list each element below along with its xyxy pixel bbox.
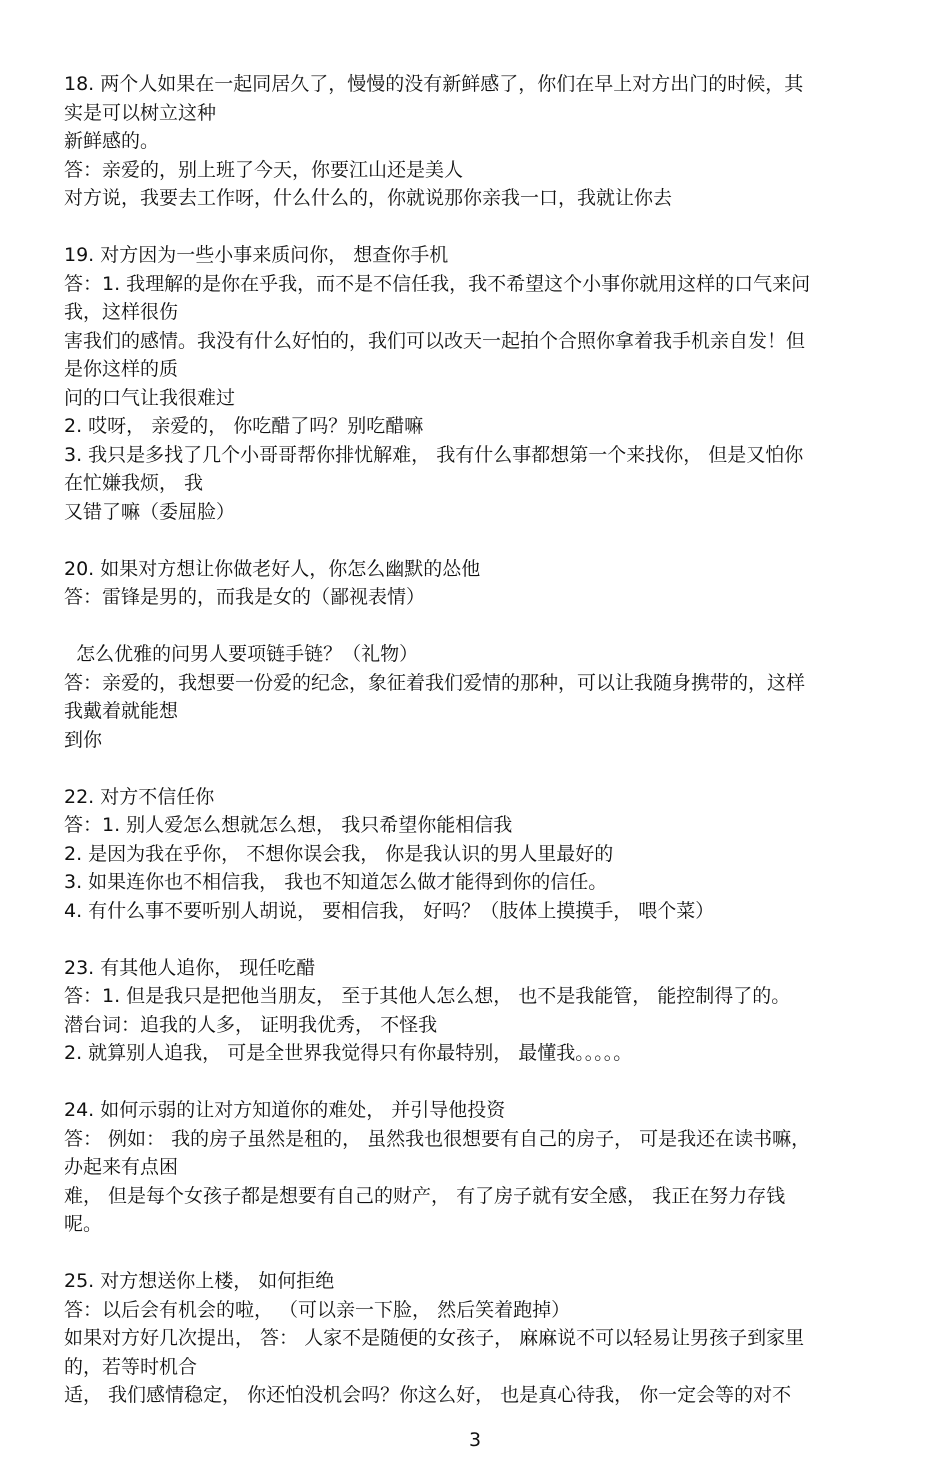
text-line: 新鲜感的。	[64, 130, 160, 152]
qa-section	[64, 70, 890, 213]
qa-section	[64, 555, 890, 612]
text-line: 难， 但是每个女孩子都是想要有自己的财产， 有了房子就有安全感， 我正在努力存钱	[64, 1184, 786, 1207]
text-line: 怎么优雅的问男人要项链手链？（礼物）	[64, 643, 419, 665]
text-line: 4. 有什么事不要听别人胡说， 要相信我， 好吗？（肢体上摸摸手， 喂个菜）	[64, 899, 715, 922]
text-line: 适， 我们感情稳定， 你还怕没机会吗？你这么好， 也是真心待我， 你一定会等的对不	[64, 1384, 792, 1406]
page-number: 3	[468, 1429, 482, 1451]
document-body	[64, 70, 890, 1410]
text-line: 22. 对方不信任你	[64, 785, 215, 808]
paragraph-gap	[64, 213, 890, 242]
text-line: 18. 两个人如果在一起同居久了，慢慢的没有新鲜感了，你们在早上对方出门的时候，其	[64, 73, 804, 95]
text-line: 3. 我只是多找了几个小哥哥帮你排忧解难， 我有什么事都想第一个来找你， 但是又怕你	[64, 443, 804, 466]
qa-section	[64, 241, 890, 526]
qa-section	[64, 640, 890, 754]
text-line: 2. 就算别人追我， 可是全世界我觉得只有你最特别， 最懂我。。。。。	[64, 1042, 633, 1064]
text-line: 是你这样的质	[64, 358, 179, 380]
text-line: 我戴着就能想	[64, 700, 179, 722]
text-line: 答：1. 但是我只是把他当朋友， 至于其他人怎么想， 也不是我能管， 能控制得了的。	[64, 985, 791, 1007]
text-line: 在忙嫌我烦， 我	[64, 472, 204, 494]
text-line: 对方说，我要去工作呀，什么什么的，你就说那你亲我一口，我就让你去	[64, 187, 673, 209]
text-line: 办起来有点困	[64, 1156, 179, 1178]
text-line: 24. 如何示弱的让对方知道你的难处， 并引导他投资	[64, 1099, 506, 1121]
text-line: 到你	[64, 728, 103, 751]
paragraph-gap	[64, 1239, 890, 1268]
paragraph-gap	[64, 612, 890, 641]
qa-section	[64, 954, 890, 1068]
paragraph-gap	[64, 754, 890, 783]
text-line: 害我们的感情。我没有什么好怕的，我们可以改天一起拍个合照你拿着我手机亲自发！但	[64, 329, 806, 352]
paragraph-gap	[64, 925, 890, 954]
text-line: 答：亲爱的，别上班了今天，你要江山还是美人	[64, 158, 464, 181]
text-line: 20. 如果对方想让你做老好人，你怎么幽默的怂他	[64, 557, 481, 580]
text-line: 答：以后会有机会的啦， （可以亲一下脸， 然后笑着跑掉）	[64, 1298, 571, 1321]
text-line: 的，若等时机合	[64, 1355, 198, 1378]
paragraph-gap	[64, 1068, 890, 1097]
qa-section	[64, 1267, 890, 1410]
qa-section	[64, 783, 890, 926]
text-line: 问的口气让我很难过	[64, 386, 236, 409]
text-line: 答：1. 我理解的是你在乎我，而不是不信任我，我不希望这个小事你就用这样的口气来问	[64, 272, 811, 295]
text-line: 25. 对方想送你上楼， 如何拒绝	[64, 1270, 335, 1292]
text-line: 实是可以树立这种	[64, 101, 217, 124]
text-line: 潜台词：追我的人多， 证明我优秀， 不怪我	[64, 1013, 438, 1036]
text-line: 如果对方好几次提出， 答： 人家不是随便的女孩子， 麻麻说不可以轻易让男孩子到家里	[64, 1327, 805, 1349]
text-line: 答：亲爱的，我想要一份爱的纪念，象征着我们爱情的那种，可以让我随身携带的，这样	[64, 671, 806, 694]
text-line: 19. 对方因为一些小事来质问你， 想查你手机	[64, 244, 449, 266]
text-line: 又错了嘛（委屈脸）	[64, 500, 236, 523]
text-line: 2. 哎呀， 亲爱的， 你吃醋了吗？别吃醋嘛	[64, 415, 424, 437]
text-line: 答：雷锋是男的，而我是女的（鄙视表情）	[64, 586, 426, 608]
text-line: 答： 例如： 我的房子虽然是租的， 虽然我也很想要有自己的房子， 可是我还在读书嘛，	[64, 1127, 811, 1150]
text-line: 呢。	[64, 1213, 103, 1235]
text-line: 23. 有其他人追你， 现任吃醋	[64, 956, 316, 979]
text-line: 2. 是因为我在乎你， 不想你误会我， 你是我认识的男人里最好的	[64, 842, 614, 865]
text-line: 3. 如果连你也不相信我， 我也不知道怎么做才能得到你的信任。	[64, 871, 608, 893]
paragraph-gap	[64, 526, 890, 555]
text-line: 我，这样很伤	[64, 301, 179, 323]
qa-section	[64, 1096, 890, 1239]
text-line: 答：1. 别人爱怎么想就怎么想， 我只希望你能相信我	[64, 814, 513, 836]
